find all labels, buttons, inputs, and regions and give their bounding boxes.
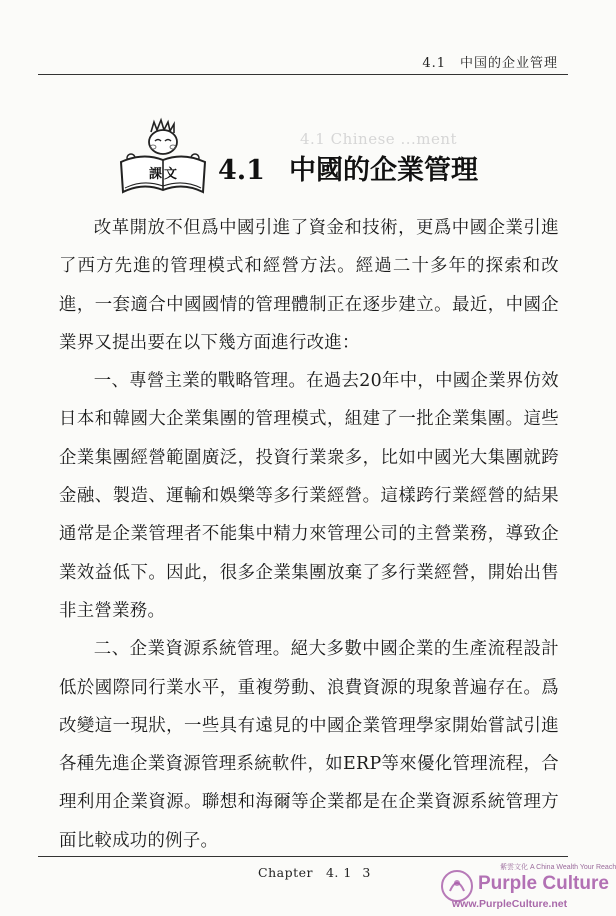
lesson-label: 課文 (148, 167, 179, 182)
paragraph-intro: 改革開放不但爲中國引進了資金和技術，更爲中國企業引進了西方先進的管理模式和經營方法。經過二十多年的探索和改進，一套適合中國國情的管理體制正在逐步建立。最近，中國企業界又提出要在以下幾方面進行改進： (59, 218, 559, 353)
faint-background-title: 4.1 Chinese ...ment (300, 130, 458, 148)
footer-rule (38, 856, 568, 857)
running-header: 4.1 中国的企业管理 (422, 56, 558, 71)
paragraph-resources: 二、企業資源系統管理。絕大多數中國企業的生產流程設計低於國際同行業水平，重複勞動、浪費資源的現象普遍存在。爲改變這一現狀，一些具有遠見的中國企業管理學家開始嘗試引進各種先進企業資源管理系統軟件，如ERP等來優化管理流程，合理利用企業資源。聯想和海爾等企業都是在企業資源系統管理方面比較成功的例子。 (59, 639, 559, 851)
footer-chapter-label: Chapter 4. 1 (258, 865, 352, 880)
section-heading (218, 148, 478, 187)
child-reading-book-icon (113, 118, 213, 198)
watermark-brand: Purple Culture (478, 873, 609, 894)
body-text (59, 209, 559, 860)
section-number: 4.1 (218, 155, 265, 186)
watermark (440, 864, 616, 915)
watermark-url: www.PurpleCulture.net (452, 898, 568, 910)
footer-chapter (258, 863, 371, 881)
watermark-top-text: 紫雲文化 A China Wealth Your Reach (500, 864, 616, 871)
paragraph-strategy: 一、專營主業的戰略管理。在過去20年中，中國企業界仿效日本和韓國大企業集團的管理模式，組建了一批企業集團。這些企業集團經營範圍廣泛，投資行業衆多，比如中國光大集團就跨金融、製造、運輸和娛樂等多行業經營。這樣跨行業經營的結果通常是企業管理者不能集中精力來管理公司的主營業務，導致企業效益低下。因此，很多企業集團放棄了多行業經營，開始出售非主營業務。 (59, 371, 559, 621)
header-rule (38, 74, 568, 75)
footer-page-mark: 3 (362, 865, 371, 880)
section-title: 中國的企業管理 (288, 155, 478, 186)
